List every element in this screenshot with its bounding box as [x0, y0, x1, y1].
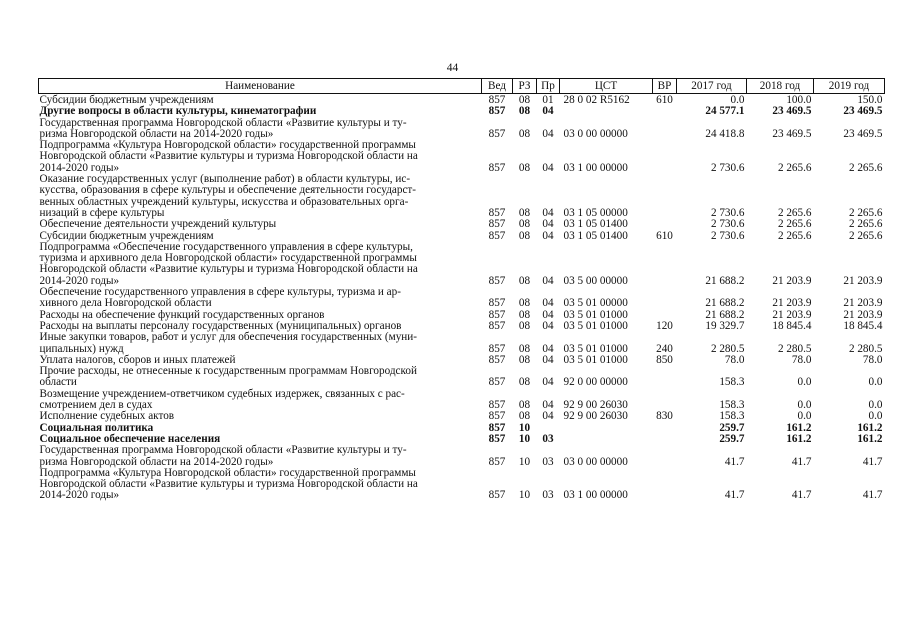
- row-value-2018: 100.0: [786, 94, 812, 106]
- row-ved: 857: [488, 489, 506, 502]
- row-cst: 03 1 05 01400: [563, 218, 628, 231]
- row-name: Исполнение судебных актов: [39, 410, 175, 423]
- row-value-2019: 41.7: [862, 455, 883, 468]
- row-value-2019: 2 265.6: [848, 229, 883, 242]
- row-ved: 857: [488, 410, 506, 423]
- row-vr: [653, 423, 677, 434]
- row-value-2019: 23 469.5: [843, 105, 883, 118]
- row-ved: 857: [488, 274, 506, 287]
- row-rz: 08: [518, 376, 531, 389]
- row-value-2018: 2 280.5: [777, 342, 812, 355]
- row-value-2017: 2 730.6: [710, 161, 745, 174]
- row-name: Подпрограмма «Культура Новгородской области» государственной программы Новгородской области «Развитие культуры и туризма Новгородской области на 2014-2020 годы»: [39, 139, 418, 174]
- row-pr: 04: [542, 308, 554, 321]
- row-cst: 03 1 00 00000: [563, 161, 628, 174]
- row-name: Подпрограмма «Культура Новгородской области» государственной программы Новгородской области «Развитие культуры и туризма Новгородской области на 2014-2020 годы»: [39, 466, 418, 502]
- row-vr: [653, 219, 677, 230]
- row-ved: 857: [488, 308, 506, 321]
- header-rz: РЗ: [513, 79, 537, 94]
- row-pr: 04: [542, 399, 554, 412]
- row-value-2017: 259.7: [719, 432, 745, 445]
- row-rz: 08: [518, 105, 531, 118]
- header-ved: Вед: [482, 79, 513, 94]
- row-value-2019: 150.0: [857, 94, 883, 106]
- row-value-2019: 2 265.6: [848, 206, 883, 219]
- row-value-2019: 78.0: [862, 353, 883, 366]
- row-ved: 857: [488, 127, 506, 140]
- row-name: Социальное обеспечение населения: [39, 432, 221, 445]
- row-value-2017: 21 688.2: [705, 308, 745, 321]
- row-vr: [653, 242, 677, 287]
- row-ved: 857: [488, 432, 506, 445]
- row-value-2017: 24 577.1: [705, 105, 745, 118]
- row-rz: 08: [518, 399, 531, 412]
- table-row: [39, 219, 885, 230]
- row-rz: 08: [518, 218, 531, 231]
- row-pr: 04: [542, 218, 554, 231]
- header-2019: 2019 год: [814, 79, 885, 94]
- row-pr: 04: [542, 105, 554, 118]
- row-value-2017: 158.3: [719, 376, 745, 389]
- row-value-2019: 2 265.6: [848, 218, 883, 231]
- table-row: [39, 389, 885, 412]
- row-vr: 610: [656, 229, 673, 242]
- row-cst: [560, 106, 653, 117]
- row-cst: 03 0 00 00000: [563, 127, 628, 140]
- row-rz: 08: [518, 342, 531, 355]
- row-ved: 857: [488, 353, 506, 366]
- row-vr: [653, 174, 677, 219]
- row-cst: 03 1 05 00000: [563, 206, 628, 219]
- table-row: [39, 140, 885, 174]
- row-pr: 04: [542, 297, 554, 310]
- row-name: Государственная программа Новгородской области «Развитие культуры и ту- ризма Новгородской области на 2014-2020 годы»: [39, 116, 407, 140]
- row-value-2017: 41.7: [724, 455, 745, 468]
- row-value-2017: 158.3: [719, 399, 745, 412]
- row-cst: [560, 434, 653, 445]
- row-cst: 03 5 00 00000: [563, 274, 628, 287]
- row-cst: 03 0 00 00000: [563, 455, 628, 468]
- row-pr: 04: [542, 376, 554, 389]
- row-pr: 04: [542, 127, 554, 140]
- row-value-2019: 0.0: [868, 376, 883, 389]
- row-name: Другие вопросы в области культуры, кинематографии: [39, 105, 317, 118]
- header-name: Наименование: [39, 79, 482, 94]
- row-value-2018: 0.0: [797, 399, 812, 412]
- row-vr: [653, 366, 677, 389]
- row-name: Уплата налогов, сборов и иных платежей: [39, 353, 236, 366]
- row-name: Обеспечение деятельности учреждений культуры: [39, 218, 277, 231]
- row-pr: 03: [542, 432, 554, 445]
- table-row: [39, 332, 885, 355]
- row-value-2017: 78.0: [724, 353, 745, 366]
- row-value-2018: 21 203.9: [772, 297, 812, 310]
- row-vr: [653, 140, 677, 174]
- table-row: [39, 106, 885, 117]
- row-value-2017: 41.7: [724, 489, 745, 502]
- header-cst: ЦСТ: [560, 79, 653, 94]
- row-name: Иные закупки товаров, работ и услуг для обеспечения государственных (муни- ципальных) нужд: [39, 331, 417, 355]
- row-pr: 04: [542, 319, 554, 332]
- row-vr: 240: [656, 342, 673, 355]
- row-rz: 08: [518, 161, 531, 174]
- row-rz: 08: [518, 297, 531, 310]
- row-cst: 03 1 00 00000: [563, 489, 628, 502]
- row-rz: 10: [518, 489, 531, 502]
- row-name: Прочие расходы, не отнесенные к государственным программам Новгородской области: [39, 365, 417, 389]
- row-rz: 08: [518, 274, 531, 287]
- row-ved: 857: [488, 105, 506, 118]
- row-cst: 03 5 01 01000: [563, 308, 628, 321]
- table-row: [39, 118, 885, 141]
- row-value-2018: 41.7: [791, 455, 812, 468]
- row-value-2017: 259.7: [719, 421, 745, 434]
- row-rz: 08: [518, 308, 531, 321]
- row-vr: 850: [656, 353, 673, 366]
- row-value-2017: 19 329.7: [705, 319, 745, 332]
- row-value-2019: 23 469.5: [843, 127, 883, 140]
- row-pr: 04: [542, 161, 554, 174]
- row-cst: 28 0 02 R5162: [563, 94, 630, 106]
- row-name: Подпрограмма «Обеспечение государственного управления в сфере культуры, туризма и архивного дела Новгородской области» государственной программы Новгородской области «Развитие культуры и туризма Новгородской области на 2014-2020 годы»: [39, 240, 418, 287]
- row-value-2017: 2 730.6: [710, 229, 745, 242]
- row-vr: [653, 287, 677, 310]
- table-row: [39, 287, 885, 310]
- row-vr: [653, 389, 677, 412]
- row-cst: 92 9 00 26030: [563, 410, 628, 423]
- budget-table: [38, 78, 885, 502]
- row-ved: 857: [488, 421, 506, 434]
- row-value-2019: 2 265.6: [848, 161, 883, 174]
- row-value-2018: 2 265.6: [777, 206, 812, 219]
- row-ved: 857: [488, 342, 506, 355]
- row-value-2019: 0.0: [868, 399, 883, 412]
- row-cst: [560, 423, 653, 434]
- row-value-2019: 161.2: [857, 421, 883, 434]
- row-rz: 10: [518, 455, 531, 468]
- row-value-2019: 0.0: [868, 410, 883, 423]
- row-value-2019: 21 203.9: [843, 274, 883, 287]
- row-ved: 857: [488, 455, 506, 468]
- table-row: [39, 445, 885, 468]
- row-pr: 03: [542, 455, 554, 468]
- row-vr: 120: [656, 319, 673, 332]
- row-pr: 04: [542, 353, 554, 366]
- table-body: [39, 94, 885, 502]
- row-pr: 04: [542, 274, 554, 287]
- table-row: [39, 366, 885, 389]
- row-name: Государственная программа Новгородской области «Развитие культуры и ту- ризма Новгородской области на 2014-2020 годы»: [39, 444, 407, 468]
- row-value-2017: 2 730.6: [710, 218, 745, 231]
- row-cst: 03 5 01 01000: [563, 319, 628, 332]
- row-name: Возмещение учреждением-ответчиком судебных издержек, связанных с рас- смотрением дел в судах: [39, 387, 405, 412]
- row-name: Социальная политика: [39, 421, 154, 434]
- row-pr: 03: [542, 489, 554, 502]
- row-ved: 857: [488, 399, 506, 412]
- row-value-2019: 21 203.9: [843, 297, 883, 310]
- row-pr: 04: [542, 410, 554, 423]
- row-value-2018: 21 203.9: [772, 308, 812, 321]
- header-row: [39, 79, 885, 94]
- row-pr: 01: [542, 94, 554, 106]
- row-vr: [653, 468, 677, 502]
- row-value-2019: 2 280.5: [848, 342, 883, 355]
- row-cst: 03 5 01 01000: [563, 342, 628, 355]
- row-value-2018: 161.2: [786, 432, 812, 445]
- row-value-2017: 158.3: [719, 410, 745, 423]
- row-vr: [653, 118, 677, 141]
- row-value-2019: 21 203.9: [843, 308, 883, 321]
- row-value-2018: 0.0: [797, 376, 812, 389]
- row-value-2018: 2 265.6: [777, 218, 812, 231]
- row-pr: 04: [542, 206, 554, 219]
- table-row: [39, 411, 885, 422]
- row-name: Субсидии бюджетным учреждениям: [39, 229, 214, 242]
- row-vr: [653, 445, 677, 468]
- row-rz: 08: [518, 206, 531, 219]
- row-vr: 830: [656, 410, 673, 423]
- row-cst: 03 1 05 01400: [563, 229, 628, 242]
- row-rz: 08: [518, 319, 531, 332]
- row-value-2019: 18 845.4: [843, 319, 883, 332]
- page-number: 44: [446, 62, 459, 74]
- header-2017: 2017 год: [677, 79, 747, 94]
- row-ved: 857: [488, 297, 506, 310]
- row-pr: 04: [542, 229, 554, 242]
- row-name: Расходы на выплаты персоналу государственных (муниципальных) органов: [39, 319, 402, 332]
- row-rz: 08: [518, 229, 531, 242]
- table-row: [39, 174, 885, 219]
- row-value-2018: 161.2: [786, 421, 812, 434]
- row-value-2018: 18 845.4: [772, 319, 812, 332]
- row-rz: 10: [518, 421, 531, 434]
- row-value-2017: 21 688.2: [705, 274, 745, 287]
- table-row: [39, 242, 885, 287]
- row-vr: [653, 106, 677, 117]
- header-pr: Пр: [537, 79, 560, 94]
- row-value-2018: 2 265.6: [777, 161, 812, 174]
- row-ved: 857: [488, 94, 506, 106]
- row-cst: 03 5 01 01000: [563, 353, 628, 366]
- row-cst: 03 5 01 00000: [563, 297, 628, 310]
- row-value-2019: 161.2: [857, 432, 883, 445]
- row-vr: [653, 434, 677, 445]
- row-value-2017: 0.0: [730, 94, 745, 106]
- row-cst: 92 9 00 26030: [563, 399, 628, 412]
- row-value-2018: 23 469.5: [772, 127, 812, 140]
- row-rz: 08: [518, 127, 531, 140]
- row-ved: 857: [488, 319, 506, 332]
- row-name: Субсидии бюджетным учреждениям: [39, 94, 214, 106]
- row-value-2018: 23 469.5: [772, 105, 812, 118]
- row-value-2018: 0.0: [797, 410, 812, 423]
- row-value-2018: 2 265.6: [777, 229, 812, 242]
- row-name: Обеспечение государственного управления в сфере культуры, туризма и ар- хивного дела Новгородской области: [39, 286, 401, 310]
- row-rz: 08: [518, 94, 531, 106]
- row-rz: 08: [518, 410, 531, 423]
- row-ved: 857: [488, 229, 506, 242]
- row-rz: 10: [518, 432, 531, 445]
- row-pr: 04: [542, 342, 554, 355]
- row-cst: 92 0 00 00000: [563, 376, 628, 389]
- row-vr: 610: [656, 94, 673, 106]
- row-ved: 857: [488, 218, 506, 231]
- row-ved: 857: [488, 161, 506, 174]
- row-value-2018: 78.0: [791, 353, 812, 366]
- row-value-2018: 41.7: [791, 489, 812, 502]
- header-2018: 2018 год: [747, 79, 814, 94]
- row-value-2017: 21 688.2: [705, 297, 745, 310]
- row-value-2017: 2 730.6: [710, 206, 745, 219]
- table-row: [39, 468, 885, 502]
- header-vr: ВР: [653, 79, 677, 94]
- row-value-2019: 41.7: [862, 489, 883, 502]
- row-name: Оказание государственных услуг (выполнение работ) в области культуры, ис- кусства, образования в сфере культуры и обеспечение деятельности государст- венных областных учреждений культуры, искусства и образовательных орга- низаций в сфере культуры: [39, 173, 417, 219]
- row-value-2017: 2 280.5: [710, 342, 745, 355]
- row-value-2017: 24 418.8: [705, 127, 745, 140]
- row-name: Расходы на обеспечение функций государственных органов: [39, 308, 325, 321]
- row-rz: 08: [518, 353, 531, 366]
- row-ved: 857: [488, 206, 506, 219]
- row-ved: 857: [488, 376, 506, 389]
- row-value-2018: 21 203.9: [772, 274, 812, 287]
